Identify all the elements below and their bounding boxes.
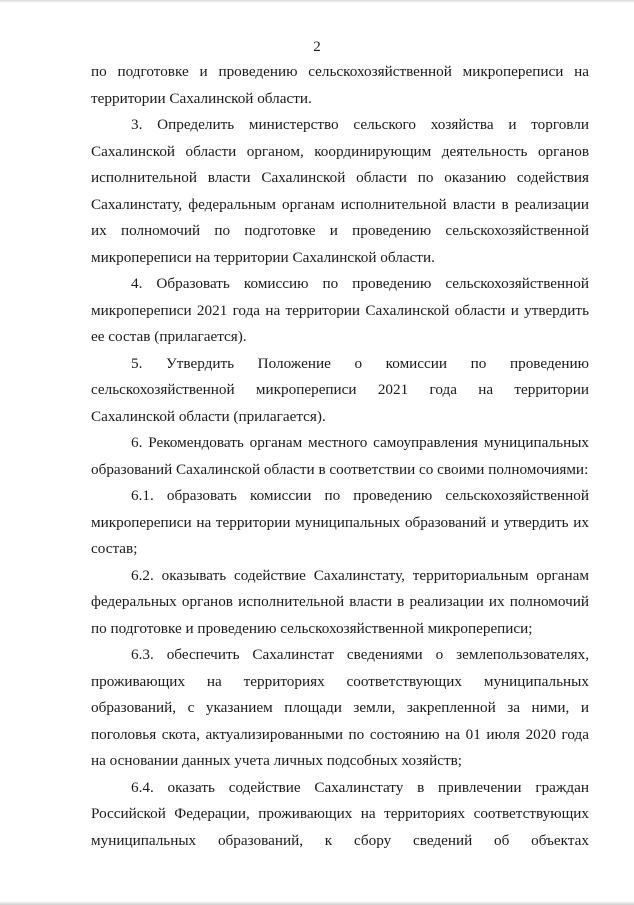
paragraph-3: 3. Определить министерство сельского хозяйства и торговли Сахалинской области органом, координирующим деятельность органов исполнительной власти Сахалинской области по оказанию содействия Сахалинстату, федеральным органам исполнительной власти в реализации их полномочий по подготовке и проведению сельскохозяйственной микропереписи на территории Сахалинской области. <box>91 116 589 266</box>
paragraph-4: 4. Образовать комиссию по проведению сельскохозяйственной микропереписи 2021 года на территории Сахалинской области и утвердить ее состав (прилагается). <box>91 275 589 345</box>
paragraph-6-2: 6.2. оказывать содействие Сахалинстату, территориальным органам федеральных органов исполнительной власти в реализации их полномочий по подготовке и проведению сельскохозяйственной микропереписи; <box>91 566 589 637</box>
paragraph-5: 5. Утвердить Положение о комиссии по проведению сельскохозяйственной микропереписи 2021 года на территории Сахалинской области (прилагается). <box>91 354 589 425</box>
page-number: 2 <box>313 39 321 55</box>
paragraph-6-1: 6.1. образовать комиссии по проведению сельскохозяйственной микропереписи на территории муниципальных образований и утвердить их состав; <box>91 487 589 557</box>
paragraph-6-4: 6.4. оказать содействие Сахалинстату в привлечении граждан Российской Федерации, проживающих на территориях соответствующих муниципальных образований, к сбору сведений об объектах <box>91 778 589 849</box>
scan-edge-bottom <box>0 901 634 905</box>
paragraph-6-3: 6.3. обеспечить Сахалинстат сведениями о землепользователях, проживающих на территориях соответствующих муниципальных образований, с указанием площади земли, закрепленной за ними, и поголовья скота, актуализированными по состоянию на 01 июля 2020 года на основании данных учета личных подсобных хозяйств; <box>91 646 589 769</box>
paragraph-6: 6. Рекомендовать органам местного самоуправления муниципальных образований Сахалинской области в соответствии со своими полномочиями: <box>91 434 589 478</box>
scan-edge-top <box>0 0 634 3</box>
paragraph-continuation: по подготовке и проведению сельскохозяйственной микропереписи на территории Сахалинской области. <box>91 63 589 107</box>
document-body <box>91 59 589 854</box>
